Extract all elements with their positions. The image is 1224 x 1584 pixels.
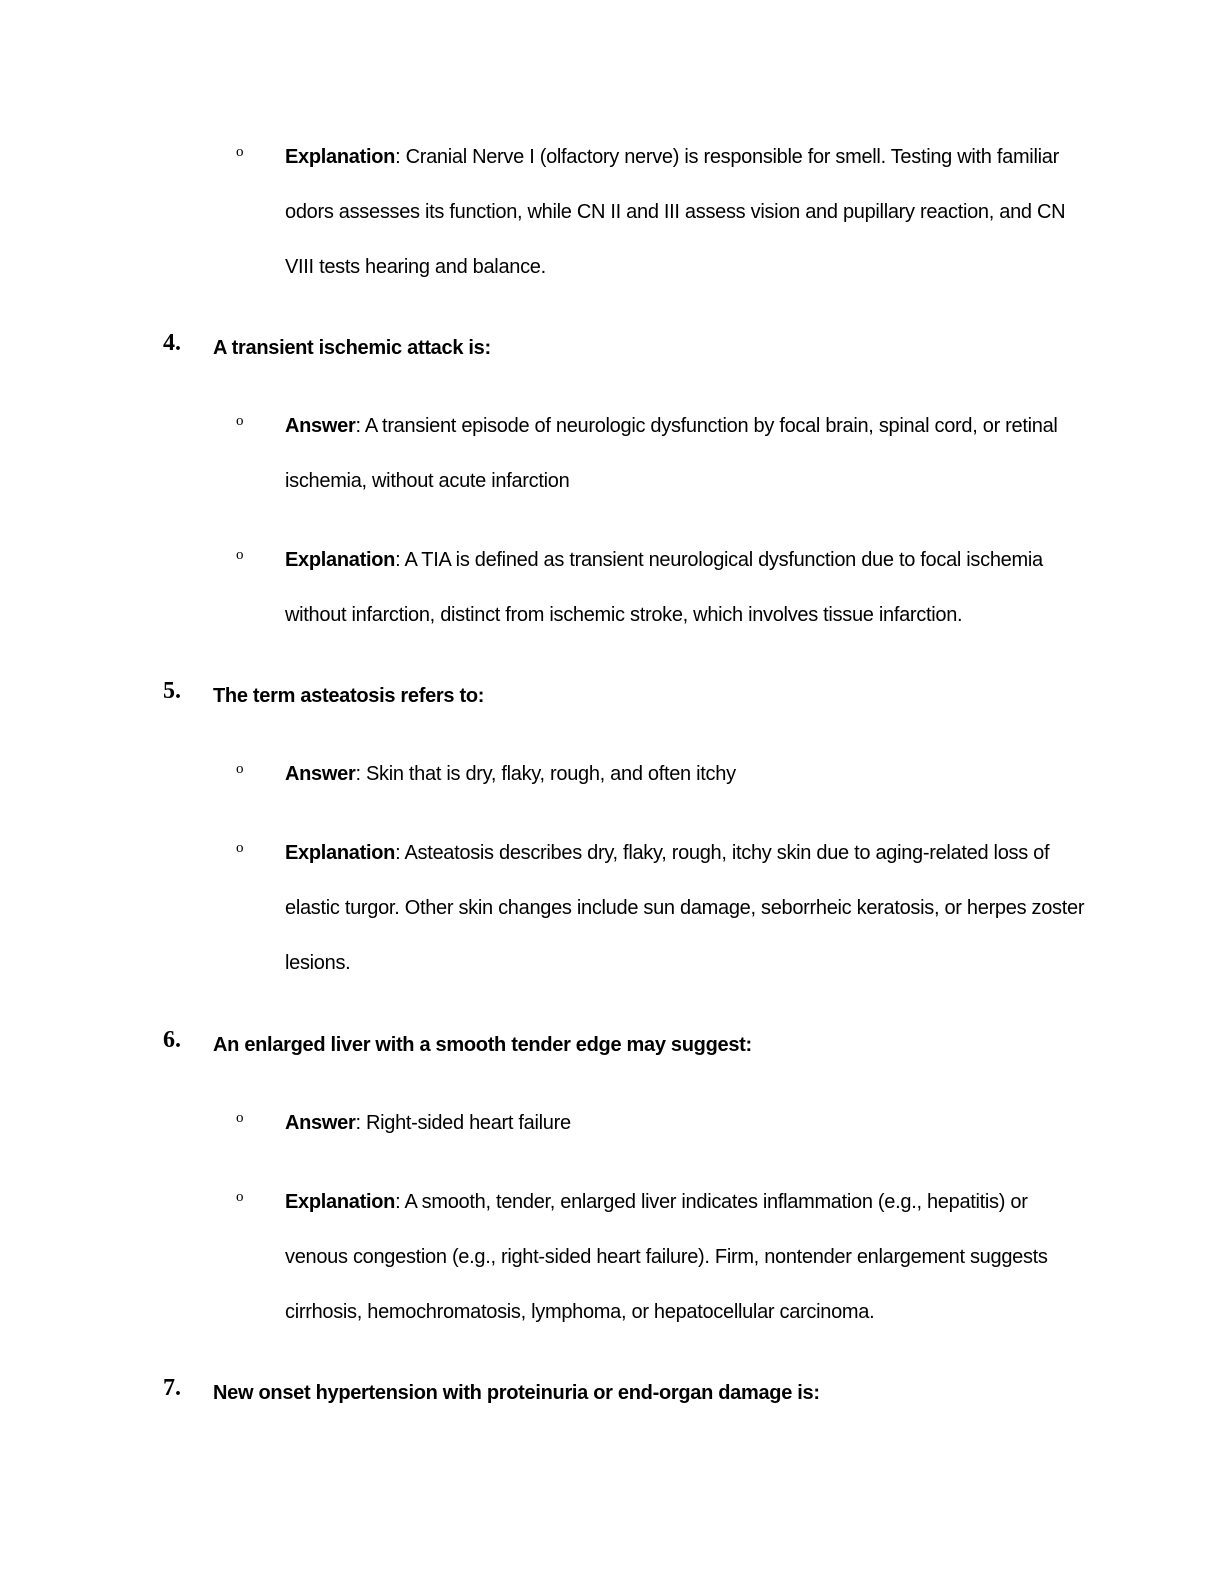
answer-paragraph xyxy=(285,747,1085,802)
explanation-label: Explanation xyxy=(285,1191,396,1213)
bullet-icon: o xyxy=(236,1189,244,1205)
explanation-paragraph xyxy=(285,130,1085,295)
answer-label: Answer xyxy=(285,763,356,785)
question-text: An enlarged liver with a smooth tender edge may suggest: xyxy=(213,1034,752,1056)
explanation-paragraph xyxy=(285,1175,1085,1340)
question-number: 4. xyxy=(163,330,181,356)
bullet-icon: o xyxy=(236,1110,244,1126)
answer-label: Answer xyxy=(285,1112,356,1134)
question-text: A transient ischemic attack is: xyxy=(213,337,491,359)
explanation-text: : A smooth, tender, enlarged liver indicates inflammation (e.g., hepatitis) or venous congestion (e.g., right-sided heart failure). Firm, nontender enlargement suggests cirrhosis, hemochromatosis, lymphoma, or hepatocellular carcinoma. xyxy=(285,1191,1048,1323)
explanation-label: Explanation xyxy=(285,842,396,864)
explanation-text: : Asteatosis describes dry, flaky, rough, itchy skin due to aging-related loss of elastic turgor. Other skin changes include sun damage, seborrheic keratosis, or herpes zoster lesions. xyxy=(285,842,1085,974)
answer-text: : Right-sided heart failure xyxy=(355,1112,571,1134)
bullet-icon: o xyxy=(236,144,244,160)
question-text: New onset hypertension with proteinuria or end-organ damage is: xyxy=(213,1382,820,1404)
bullet-icon: o xyxy=(236,840,244,856)
question-number: 5. xyxy=(163,678,181,704)
explanation-text: : A TIA is defined as transient neurological dysfunction due to focal ischemia without infarction, distinct from ischemic stroke, which involves tissue infarction. xyxy=(285,549,1043,626)
question-text: The term asteatosis refers to: xyxy=(213,685,485,707)
answer-label: Answer xyxy=(285,415,356,437)
explanation-paragraph xyxy=(285,826,1085,991)
question-number: 6. xyxy=(163,1027,181,1053)
explanation-label: Explanation xyxy=(285,146,396,168)
explanation-label: Explanation xyxy=(285,549,396,571)
answer-paragraph xyxy=(285,1096,1085,1151)
explanation-paragraph xyxy=(285,533,1085,643)
bullet-icon: o xyxy=(236,413,244,429)
explanation-text: : Cranial Nerve I (olfactory nerve) is responsible for smell. Testing with familiar odors assesses its function, while CN II and III assess vision and pupillary reaction, and CN VIII tests hearing and balance. xyxy=(285,146,1066,278)
answer-paragraph xyxy=(285,399,1085,509)
bullet-icon: o xyxy=(236,547,244,563)
answer-text: : Skin that is dry, flaky, rough, and often itchy xyxy=(355,763,736,785)
answer-text: : A transient episode of neurologic dysfunction by focal brain, spinal cord, or retinal ischemia, without acute infarction xyxy=(285,415,1058,492)
bullet-icon: o xyxy=(236,761,244,777)
question-number: 7. xyxy=(163,1375,181,1401)
